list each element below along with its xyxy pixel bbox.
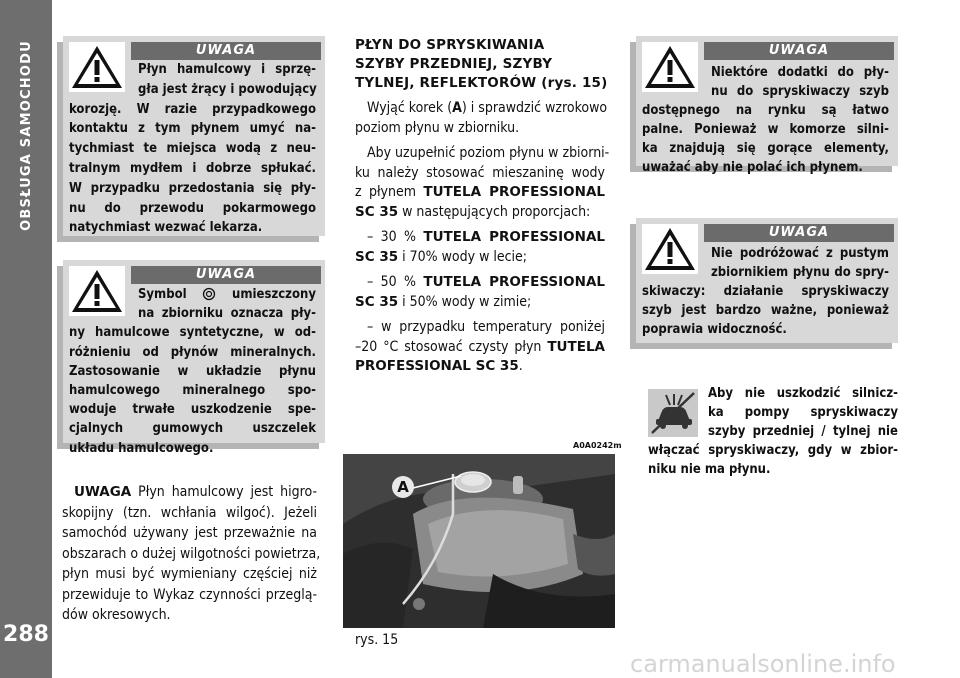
paragraph-line — [355, 273, 605, 293]
paragraph-line — [355, 183, 605, 203]
paragraph-remove-cap — [355, 99, 608, 138]
note-first-line — [62, 482, 317, 503]
note-line: ka pompy spryskiwaczy — [708, 405, 898, 420]
warning-text-line: Niektóre dodatki do pły- — [711, 65, 889, 80]
warning-text-line: W przypadku przedostania się pły- — [69, 180, 316, 196]
warning-text-line: natychmiast wezwać lekarza. — [69, 220, 263, 236]
note-line: szyby przedniej / tylnej nie — [708, 424, 898, 439]
paragraph-line — [355, 99, 608, 119]
note-line: płyn musi być wymieniany częściej niż — [62, 566, 317, 582]
ratio-winter — [355, 273, 605, 312]
section-heading — [355, 36, 608, 93]
paragraph-line — [355, 228, 605, 248]
product-name: TUTELA PROFESSIONAL — [423, 229, 606, 245]
warning-text-line: cjalnych gumowych uszczelek — [69, 421, 316, 437]
note-line: obszarach o dużej wilgotności powietrza, — [62, 545, 321, 562]
heading-line — [355, 74, 608, 93]
warning-text-line: kontaktu z tym płynem umyć na- — [69, 121, 316, 137]
paragraph-line — [355, 293, 605, 313]
paragraph-line: poziom płynu w zbiorniku. — [355, 119, 520, 136]
warning-text-line: szyb jest bardzo ważne, ponieważ — [642, 303, 889, 318]
warning-box-brake-fluid-corrosive — [63, 36, 325, 236]
figure-code: A0A0242m — [573, 441, 622, 450]
watermark-text: carmanualsonline.info — [630, 650, 896, 678]
warning-text-line: nu do przewodu pokarmowego — [69, 200, 316, 216]
heading-line: PŁYN DO SPRYSKIWANIA — [355, 37, 545, 53]
hygroscopic-note — [62, 482, 321, 626]
warning-text-line: korozję. W razie przypadkowego — [69, 101, 316, 117]
paragraph-line — [355, 203, 605, 223]
warning-text-line: hamulcowego mineralnego spo- — [69, 383, 316, 399]
warning-text-line: ny hamulcowe syntetyczne, w od- — [69, 325, 316, 341]
product-name: SC 35 — [355, 248, 399, 265]
warning-text-line: Nie podróżować z pustym — [711, 246, 889, 261]
warning-box-flammable-additives — [636, 36, 898, 175]
warning-text-line: palne. Ponieważ w komorze silni- — [642, 122, 889, 137]
warning-text-line: nu do spryskiwaczy szyb — [711, 84, 889, 99]
warning-text-line: tralnym mydłem i dobrze spłukać. — [69, 160, 316, 176]
product-name: TUTELA — [547, 338, 605, 355]
warning-text-line: gła jest żrący i powodujący — [138, 81, 317, 97]
product-name: TUTELA PROFESSIONAL — [423, 184, 606, 200]
paragraph-mixture — [355, 144, 610, 222]
page-number: 288 — [3, 622, 49, 647]
washer-fluid-section — [355, 36, 610, 377]
text: z płynem — [355, 184, 417, 200]
paragraph-line — [355, 338, 605, 358]
paragraph-line: – w przypadku temperatury poniżej — [367, 319, 605, 335]
warning-box-synthetic-brake-fluid — [63, 260, 325, 456]
note-line: samochód używany jest przeważnie na — [62, 525, 317, 541]
ratio-below-zero — [355, 318, 605, 377]
ratio-summer — [355, 228, 605, 267]
figure-caption: rys. 15 — [355, 632, 399, 648]
warning-text-line: na zbiorniku oznacza pły- — [138, 306, 316, 322]
warning-text-line: Płyn hamulcowy i sprzę- — [138, 62, 316, 77]
product-name: SC 35 — [355, 203, 399, 220]
product-name: TUTELA PROFESSIONAL — [423, 274, 606, 290]
text: . — [518, 358, 523, 374]
brake-fluid-symbol-icon — [202, 287, 216, 301]
section-title-vertical: OBSŁUGA SAMOCHODU — [18, 39, 34, 231]
warning-text-line: uważać aby nie polać ich płynem. — [642, 160, 863, 175]
warning-text-line — [138, 285, 316, 304]
note-text: Płyn hamulcowy jest higro- — [138, 484, 317, 500]
warning-text-line: poprawia widoczność. — [642, 322, 787, 337]
warning-title: UWAGA — [131, 42, 321, 60]
warning-text-line: ka znajdują się gorące elementy, — [642, 141, 889, 156]
pump-note — [648, 384, 898, 479]
text: i 50% wody w zimie; — [402, 293, 532, 310]
note-line: niku nie ma płynu. — [648, 462, 771, 477]
text: –20 °C stosować czysty płyn — [355, 338, 542, 355]
warning-text-line: dostępnego na rynku są łatwo — [642, 103, 889, 118]
warning-text-line: tychmiast te miejsca wodą z neu- — [69, 141, 316, 157]
engine-bay-photo — [343, 454, 615, 628]
note-line: dów okresowych. — [62, 607, 171, 623]
note-line: Aby nie uszkodzić silnicz- — [708, 386, 898, 401]
heading-figure-ref: (rys. 15) — [541, 75, 608, 91]
warning-text-line: układu hamulcowego. — [69, 440, 214, 456]
note-line: włączać spryskiwaczy, gdy w zbior- — [648, 443, 898, 458]
note-lead: UWAGA — [74, 484, 132, 500]
warning-text-line: skiwaczy: działanie spryskiwaczy — [642, 284, 889, 299]
paragraph-line — [355, 357, 605, 377]
callout-a-marker: A — [392, 476, 414, 498]
warning-title: UWAGA — [704, 42, 894, 60]
warning-text-line: różnieniu od płynów mineralnych. — [69, 344, 316, 360]
warning-title: UWAGA — [131, 266, 321, 284]
text: – 30 % — [367, 229, 417, 245]
warning-text-line: woduje trwałe uszkodzenie spe- — [69, 402, 316, 418]
text: Wyjąć korek ( — [367, 100, 453, 116]
note-line: skopijny (tzn. wchłania wilgoć). Jeżeli — [62, 504, 317, 521]
heading-line: SZYBY PRZEDNIEJ, SZYBY — [355, 56, 553, 72]
text: ) i sprawdzić wzrokowo — [461, 100, 608, 116]
paragraph-line: ku należy stosować mieszaninę wody — [355, 164, 605, 181]
warning-text-line: Zastosowanie w układzie płynu — [69, 363, 316, 379]
text: i 70% wody w lecie; — [402, 248, 528, 265]
warning-box-empty-reservoir — [636, 218, 898, 343]
symbol-word: Symbol — [138, 287, 187, 302]
text: – 50 % — [367, 274, 417, 290]
text: w następujących proporcjach: — [402, 203, 591, 220]
heading-text: TYLNEJ, REFLEKTORÓW — [355, 75, 537, 91]
label-a-ref: A — [452, 100, 462, 116]
symbol-text-rest: umieszczony — [232, 287, 316, 302]
note-line: przewiduje to Wykaz czynności przeglą- — [62, 586, 317, 603]
product-name: SC 35 — [355, 293, 399, 310]
paragraph-line: Aby uzupełnić poziom płynu w zbiorni- — [367, 145, 610, 161]
paragraph-line — [355, 248, 605, 268]
product-name: PROFESSIONAL SC 35 — [355, 358, 519, 374]
warning-title: UWAGA — [704, 224, 894, 242]
warning-text-line: zbiornikiem płynu do spry- — [711, 265, 889, 280]
